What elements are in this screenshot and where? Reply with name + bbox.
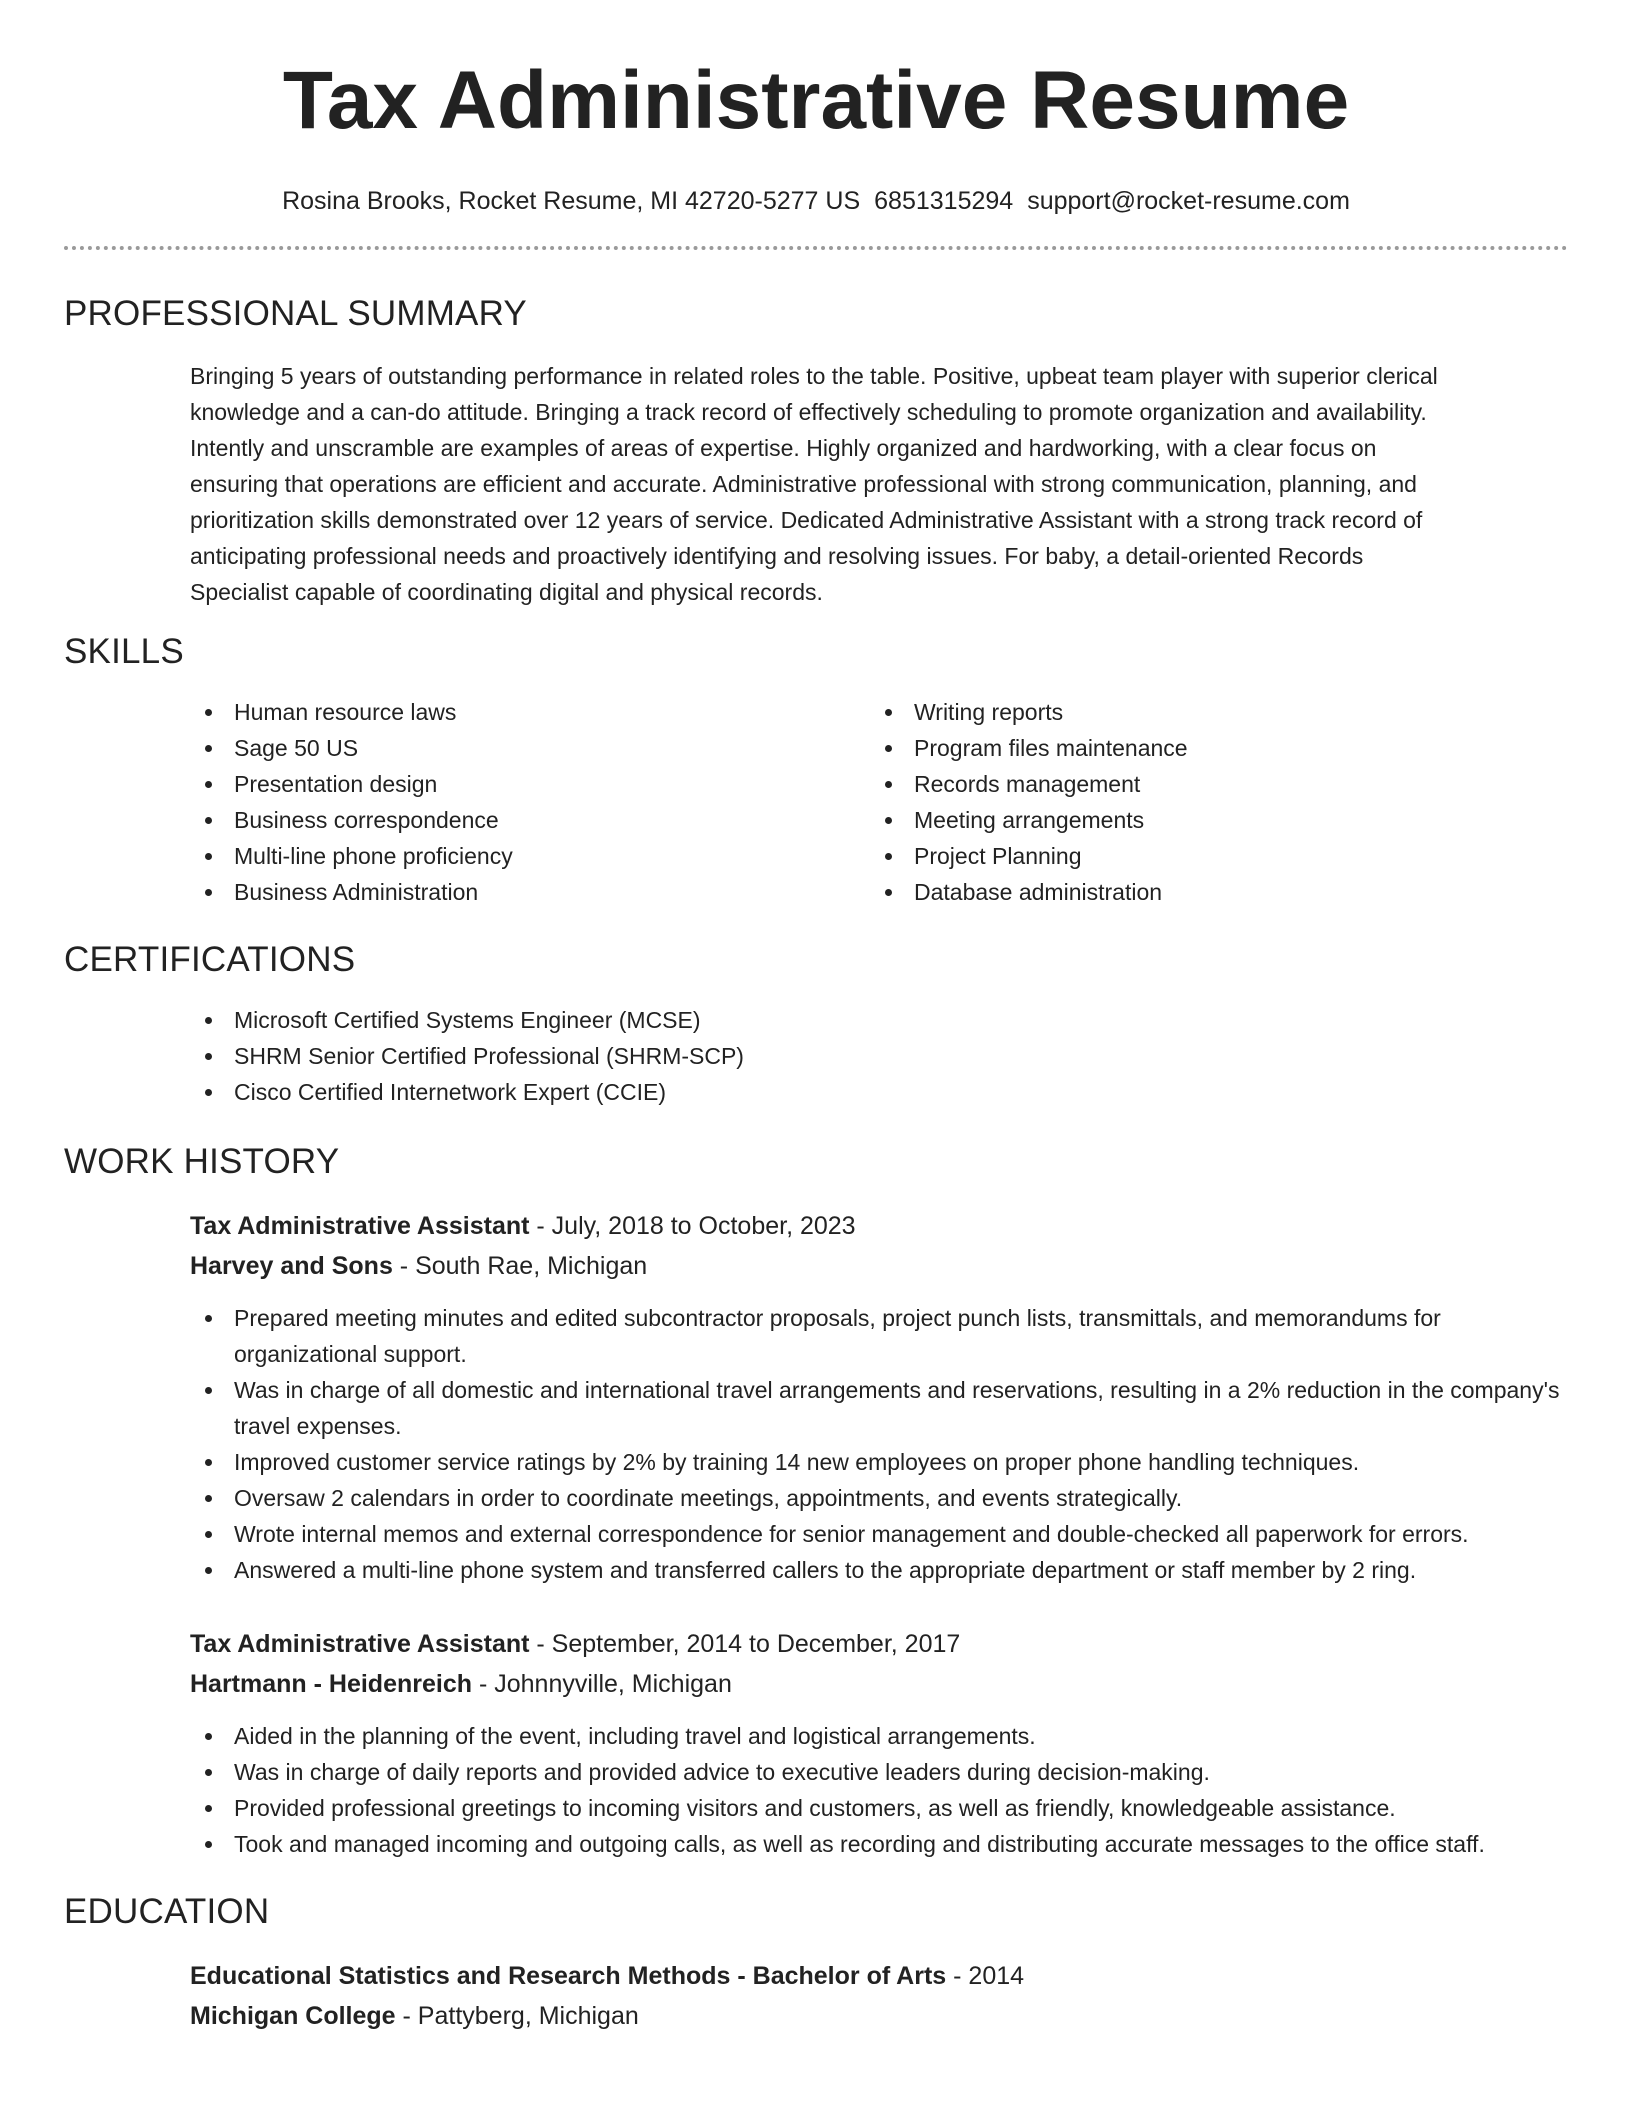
skills-section xyxy=(64,632,1568,910)
education-location: - Pattyberg, Michigan xyxy=(395,2002,639,2030)
job-duty: Wrote internal memos and external correspondence for senior management and double-checked all paperwork for errors. xyxy=(190,1516,1568,1552)
job-entry xyxy=(190,1206,1568,1588)
skill-item: Sage 50 US xyxy=(190,730,870,766)
skill-item: Meeting arrangements xyxy=(870,802,1550,838)
contact-line xyxy=(64,186,1568,216)
job-duties-list xyxy=(190,1300,1568,1588)
contact-address: Rosina Brooks, Rocket Resume, MI 42720-5277 US xyxy=(282,187,861,215)
resume-title: Tax Administrative Resume xyxy=(282,55,1350,146)
skills-columns xyxy=(190,694,1568,910)
job-entry xyxy=(190,1624,1568,1862)
summary-line: Bringing 5 years of outstanding performance in related roles to the table. Positive, upbeat team player with superior clerical xyxy=(190,363,1438,389)
summary-line: Specialist capable of coordinating digital and physical records. xyxy=(190,579,823,605)
education-school: Michigan College xyxy=(190,2002,396,2030)
summary-line: prioritization skills demonstrated over 12 years of service. Dedicated Administrative Assistant with a strong track record of xyxy=(190,507,1423,533)
work-history-section xyxy=(64,1142,1568,1862)
education-heading: EDUCATION xyxy=(64,1892,270,1931)
education-section xyxy=(64,1892,1568,2036)
job-duty: Aided in the planning of the event, including travel and logistical arrangements. xyxy=(190,1718,1568,1754)
summary-line: knowledge and a can-do attitude. Bringing a track record of effectively scheduling to promote organization and availability. xyxy=(190,399,1427,425)
skill-item: Records management xyxy=(870,766,1550,802)
job-company: Harvey and Sons xyxy=(190,1252,393,1280)
job-duty: Oversaw 2 calendars in order to coordinate meetings, appointments, and events strategically. xyxy=(190,1480,1568,1516)
job-title-line xyxy=(190,1206,1568,1246)
job-dates: - September, 2014 to December, 2017 xyxy=(529,1630,961,1658)
certification-item: Cisco Certified Internetwork Expert (CCIE) xyxy=(190,1074,1568,1110)
education-year: - 2014 xyxy=(946,1962,1025,1990)
summary-section xyxy=(64,294,1568,610)
job-company-line xyxy=(190,1664,1568,1704)
certification-item: Microsoft Certified Systems Engineer (MCSE) xyxy=(190,1002,1568,1038)
skill-item: Writing reports xyxy=(870,694,1550,730)
job-location: - South Rae, Michigan xyxy=(392,1252,648,1280)
summary-line: ensuring that operations are efficient and accurate. Administrative professional with strong communication, planning, and xyxy=(190,471,1417,497)
skills-list-right xyxy=(870,694,1550,910)
certifications-heading: CERTIFICATIONS xyxy=(64,940,356,979)
skill-item: Program files maintenance xyxy=(870,730,1550,766)
summary-heading: PROFESSIONAL SUMMARY xyxy=(64,294,527,333)
job-title-line xyxy=(190,1624,1568,1664)
certifications-list xyxy=(190,1002,1568,1110)
job-company: Hartmann - Heidenreich xyxy=(190,1670,473,1698)
summary-text xyxy=(190,358,1568,610)
education-degree-line xyxy=(190,1956,1568,1996)
work-history-heading: WORK HISTORY xyxy=(64,1142,340,1181)
skill-item: Human resource laws xyxy=(190,694,870,730)
skill-item: Business Administration xyxy=(190,874,870,910)
job-company-line xyxy=(190,1246,1568,1286)
job-duty: Answered a multi-line phone system and transferred callers to the appropriate department or staff member by 2 ring. xyxy=(190,1552,1568,1588)
skill-item: Business correspondence xyxy=(190,802,870,838)
skills-list-left xyxy=(190,694,870,910)
skill-item: Presentation design xyxy=(190,766,870,802)
job-location: - Johnnyville, Michigan xyxy=(472,1670,732,1698)
education-degree: Educational Statistics and Research Methods - Bachelor of Arts xyxy=(190,1962,947,1990)
summary-line: anticipating professional needs and proactively identifying and resolving issues. For baby, a detail-oriented Records xyxy=(190,543,1364,569)
job-duty: Was in charge of all domestic and international travel arrangements and reservations, resulting in a 2% reduction in the company's travel expenses. xyxy=(190,1372,1568,1444)
job-duty: Provided professional greetings to incoming visitors and customers, as well as friendly, knowledgeable assistance. xyxy=(190,1790,1568,1826)
skills-heading: SKILLS xyxy=(64,632,184,671)
skill-item: Database administration xyxy=(870,874,1550,910)
summary-line: Intently and unscramble are examples of areas of expertise. Highly organized and hardworking, with a clear focus on xyxy=(190,435,1377,461)
certifications-body xyxy=(190,1002,1568,1110)
education-entry xyxy=(190,1956,1568,2036)
certification-item: SHRM Senior Certified Professional (SHRM-SCP) xyxy=(190,1038,1568,1074)
skill-item: Multi-line phone proficiency xyxy=(190,838,870,874)
education-school-line xyxy=(190,1996,1568,2036)
contact-email: support@rocket-resume.com xyxy=(1027,187,1350,215)
job-duty: Prepared meeting minutes and edited subcontractor proposals, project punch lists, transmittals, and memorandums for organizational support. xyxy=(190,1300,1568,1372)
job-duty: Took and managed incoming and outgoing calls, as well as recording and distributing accurate messages to the office staff. xyxy=(190,1826,1568,1862)
job-duty: Improved customer service ratings by 2% by training 14 new employees on proper phone handling techniques. xyxy=(190,1444,1568,1480)
job-duties-list xyxy=(190,1718,1568,1862)
job-title: Tax Administrative Assistant xyxy=(190,1212,530,1240)
contact-phone: 6851315294 xyxy=(874,187,1014,215)
skill-item: Project Planning xyxy=(870,838,1550,874)
certifications-section xyxy=(64,940,1568,1110)
resume-page xyxy=(64,0,1568,2036)
header-divider xyxy=(64,246,1568,250)
job-title: Tax Administrative Assistant xyxy=(190,1630,530,1658)
job-duty: Was in charge of daily reports and provided advice to executive leaders during decision-making. xyxy=(190,1754,1568,1790)
job-dates: - July, 2018 to October, 2023 xyxy=(529,1212,856,1240)
